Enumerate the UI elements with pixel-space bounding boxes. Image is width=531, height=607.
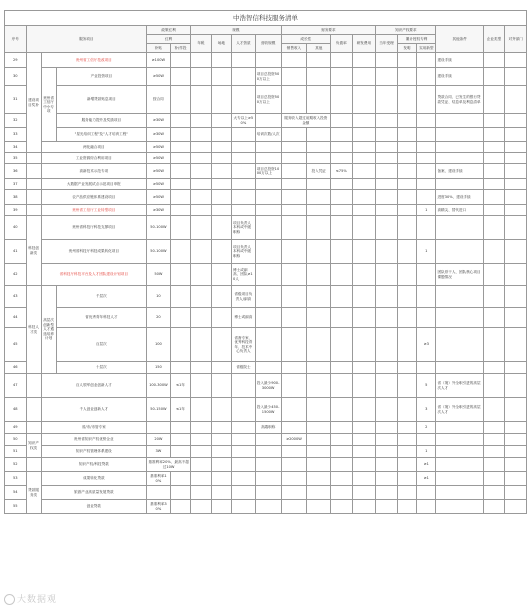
- watermark: [4, 592, 57, 605]
- table-row: 49 省/市/市管专家 高端职称 2: [5, 422, 527, 434]
- subsidy-header: 补贴: [147, 44, 171, 53]
- service-item-cell: 千人创业创新人才: [41, 398, 146, 422]
- table-row: 46 十层次 150 省级院士: [5, 362, 527, 374]
- other-header: 其他: [307, 44, 331, 53]
- service-item-cell: 旅游产业高质量发展贷款: [41, 486, 146, 500]
- table-row: 35 工业资源综合利用项目 ≥50W: [5, 153, 527, 164]
- debt-header: 负债率: [331, 35, 353, 53]
- service-item-cell: 高新技术示范专项: [41, 164, 146, 179]
- table-row: 40 科技创新类 贵州省科技厅科技支撑项目 50-100W 项目负责人本科或中级职称: [5, 216, 527, 240]
- contact-header: 对齐部门: [505, 26, 527, 53]
- land-header: 场地: [211, 35, 231, 53]
- service-item-cell: 贵州省科技厅科技成果转化项目: [41, 240, 146, 264]
- service-item-cell: 贵州省工信厅工业转型项目: [41, 205, 146, 216]
- service-item-cell: "星光培训工程"及"人才培育工程": [56, 128, 146, 142]
- group-label: 建设项目奖补: [26, 53, 41, 153]
- table-row: 42 省科技厅科技平台及人才团队建设计划项目 50W 博士或副高、团队≥10人 团队骨干人、团队核心项目课题情况: [5, 264, 527, 286]
- service-item-cell: 贵州省工信厅技改项目: [41, 53, 146, 68]
- table-row: 47 百人领军创业创新人才 100-300W ≤1年 投入最少900-3000W 5 省（境）外全职引进的高层次人才: [5, 374, 527, 398]
- utility-header: 实用新型: [417, 44, 436, 53]
- watermark-text: 大数据观: [17, 595, 58, 605]
- ip-header: 知识产权要求: [376, 26, 436, 35]
- service-item-cell: 农产品供应链体系建设项目: [41, 190, 146, 205]
- table-row: 38 农产品供应链体系建设项目 ≥50W 进度30%、建设手续: [5, 190, 527, 205]
- service-item-cell: 千层次: [56, 286, 146, 308]
- service-item-cell: 十层次: [56, 362, 146, 374]
- service-item-cell: 省/市/市管专家: [41, 422, 146, 434]
- table-row: 48 千人创业创新人才 50-150W ≤1年 投入最少450-1500W 3 省（境）外全职引进的高层次人才: [5, 398, 527, 422]
- rd-header: 研发费用: [352, 35, 376, 53]
- header-row-1: [5, 26, 527, 35]
- table-row: 54 旅游产业高质量发展贷款: [5, 486, 527, 500]
- service-item-cell: 省科技厅科技平台及人才团队建设计划项目: [41, 264, 146, 286]
- group-label: 科技创新类: [26, 216, 41, 286]
- table-row: 41 贵州省科技厅科技成果转化项目 50-100W 项目负责人本科或中级职称 1: [5, 240, 527, 264]
- table-row: 51 知识产权管理体系建设 3W 1: [5, 446, 527, 458]
- table-row: 34 两化融合项目 ≥50W: [5, 142, 527, 153]
- enterprise-type-header: 企业类型: [483, 26, 505, 53]
- table-row: 32 服务能力提升及奖励项目 ≥30W 大专以上≥50% 服务收入超过前期收入投资金额: [5, 114, 527, 128]
- table-row: 29 建设项目奖补 贵州省工信厅技改项目 ≥100W 建设手续: [5, 53, 527, 68]
- table-row: 50 知识产权类 贵州省知识产权优势企业 20W ≥2000W: [5, 434, 527, 446]
- table-row: 45 百层次 100 省督专家、优秀科技青年、技术中心负责人 ≥3: [5, 328, 527, 362]
- sheet-title: 中浩智信科技服务清单: [4, 10, 527, 25]
- service-item-cell: 产业投资项目: [56, 68, 146, 86]
- service-item-cell: 大数据产业发展试点示范项目申报: [41, 179, 146, 190]
- service-item-cell: 贵州省知识产权优势企业: [41, 434, 146, 446]
- group-label: 知识产权类: [26, 434, 41, 458]
- service-item-cell: 成果转化贷款: [41, 472, 146, 486]
- other-cond-header: 其他条件: [436, 26, 483, 53]
- growth-header: 成长性: [281, 35, 331, 44]
- table-row: 36 高新技术示范专项 ≥50W 项目总投资1000万以上 投入凭证 ≤75% 备案、建设手续: [5, 164, 527, 179]
- sales-income-header: 销售收入: [281, 44, 307, 53]
- subgroup-label: 高层次创新型人才遴选培养计划: [41, 286, 56, 374]
- scale-header: 规模: [191, 26, 281, 35]
- group-label: 科技人才类: [26, 286, 41, 374]
- service-table: [4, 25, 527, 514]
- table-row: 52 知识产权/科技贷款 基准利率20%、最高不超过10W ≥1: [5, 458, 527, 472]
- service-item-cell: 服务能力提升及奖励项目: [56, 114, 146, 128]
- table-row: 31 新增贷款贴息项目 按合同 项目总投资500万以上 贷款合同、已发生的银行贷款凭证、结息单及利息清单: [5, 86, 527, 114]
- table-row: 39 贵州省工信厅工业转型项目 ≥30W 1 高精尖、替代进口: [5, 205, 527, 216]
- service-item-cell: 两化融合项目: [41, 142, 146, 153]
- seq-header: 序号: [5, 26, 27, 53]
- table-row: 30 贵州省工信厅中小专项 产业投资项目 ≥50W 项目总投资500万以上 建设手续: [5, 68, 527, 86]
- ratio-header: 补/作投: [170, 44, 190, 53]
- policy-bonus-header: 政策红利: [147, 26, 191, 35]
- group-label: 贷款服务类: [26, 472, 41, 514]
- service-item-cell: 省优秀青年科技人才: [56, 308, 146, 328]
- table-row: 55 创业贷款 基准利率30%: [5, 500, 527, 514]
- service-item-cell: 贵州省科技厅科技支撑项目: [41, 216, 146, 240]
- talent-header: 人才资质: [232, 35, 256, 53]
- service-item-cell: 新增贷款贴息项目: [56, 86, 146, 114]
- logo-icon: [4, 594, 15, 605]
- service-item-cell: 百人领军创业创新人才: [41, 374, 146, 398]
- service-item-cell: 百层次: [56, 328, 146, 362]
- tax-header: 年税: [191, 35, 211, 53]
- service-item-cell: 知识产权/科技贷款: [41, 458, 146, 472]
- accepted-header: 当年受理: [376, 35, 398, 53]
- service-list-sheet: [4, 10, 527, 514]
- table-row: 44 省优秀青年科技人才 20 博士或副高: [5, 308, 527, 328]
- table-row: 37 大数据产业发展试点示范项目申报 ≥50W: [5, 179, 527, 190]
- service-item-cell: 创业贷款: [41, 500, 146, 514]
- bonus-header: 红利: [147, 35, 191, 44]
- invention-header: 发明: [397, 44, 416, 53]
- service-item-cell: 知识产权管理体系建设: [41, 446, 146, 458]
- service-item-cell: 工业资源综合利用项目: [41, 153, 146, 164]
- cumulative-header: 累计授权专利: [397, 35, 436, 44]
- table-row: 43 科技人才类 高层次创新型人才遴选培养计划 千层次 10 省级项目负责人/副高: [5, 286, 527, 308]
- operation-header: 营收规模: [255, 35, 281, 53]
- finance-header: 财务要求: [281, 26, 376, 35]
- table-row: 33 "星光培训工程"及"人才培育工程" ≥30W 培训次数/人次: [5, 128, 527, 142]
- service-item-header: 服务项目: [26, 26, 147, 53]
- table-row: 53 贷款服务类 成果转化贷款 基准利率10% ≥1: [5, 472, 527, 486]
- subgroup-label: 贵州省工信厅中小专项: [41, 68, 56, 142]
